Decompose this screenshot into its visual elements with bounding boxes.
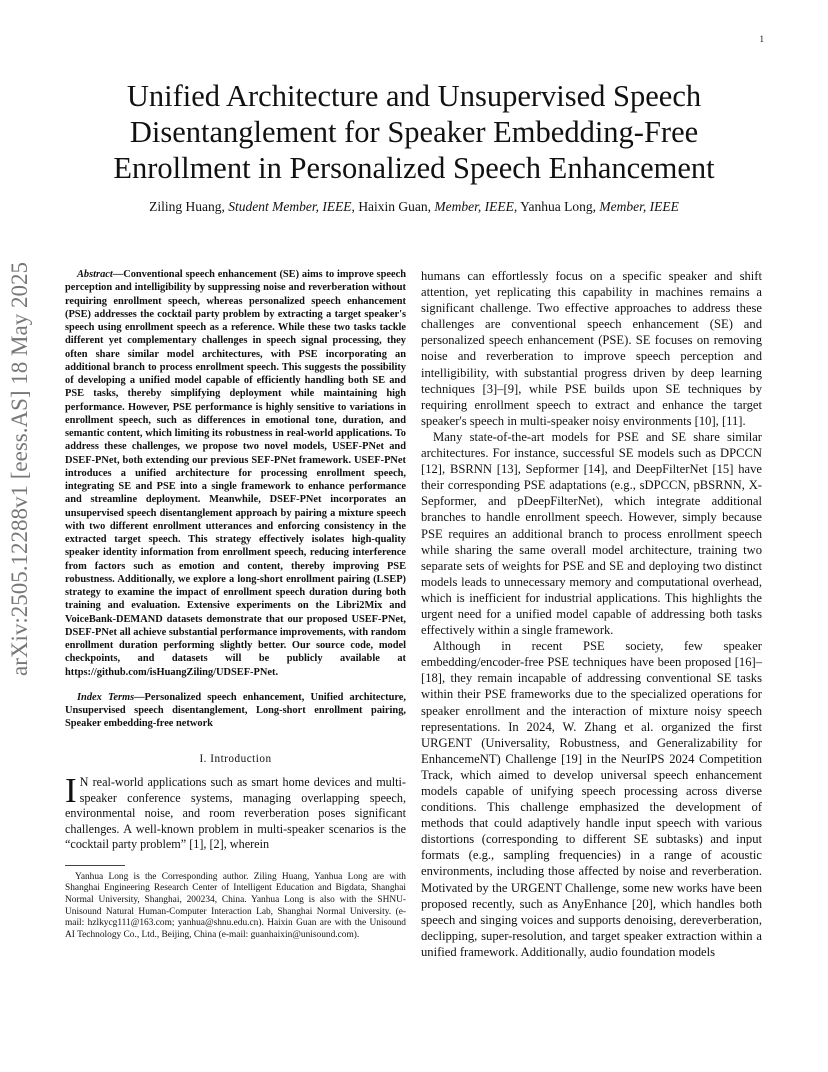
left-column	[65, 268, 406, 941]
intro-paragraph	[65, 770, 406, 853]
body-paragraph-3: Although in recent PSE society, few speaker embedding/encoder-free PSE techniques have been proposed [16]–[18], they remain incapable of addressing conventional SE tasks within their PSE frameworks due to the specialized operations for speaker enrollment and the interaction of mixture noisy speech representations. In 2024, W. Zhang et al. organized the first URGENT (Universality, Robustness, and Generalizability for EnhancemeNT) Challenge [19] in the NeurIPS 2024 Competition Track, which aimed to develop universal speech enhancement models capable of unifying speech processing across diverse conditions. This challenge emphasized the development of methods that could adaptively handle input speech with various distortions (corresponding to different SE subtasks) and input formats (e.g., sampling frequencies) in a range of acoustic environments, including those affected by noise and reverberation. Motivated by the URGENT Challenge, some new works have been proposed recently, such as AnyEnhance [20], which handles both speech and singing voices and supports denoising, dereverberation, declipping, super-resolution, and target speaker extraction within a unified framework. Additionally, audio foundation models	[421, 639, 762, 959]
intro-text: N real-world applications such as smart home devices and multi-speaker conference systems, managing overlapping speech, environmental noise, and room reverberation poses significant challenges. A well-known problem in multi-speaker scenarios is the “cocktail party problem” [1], [2], wherein	[65, 774, 406, 852]
page-number: 1	[759, 34, 764, 44]
footnote: Yanhua Long is the Corresponding author. Ziling Huang, Yanhua Long are with Shanghai Engineering Research Center of Intelligent Education and Bigdata, Shanghai Normal University, Shanghai, 200234, China. Yanhua Long is also with the SHNU-Unisound Natural Human-Computer Interaction Lab, Shanghai Normal University. (e-mail: hzlkycg111@163.com; yanhua@shnu.edu.cn). Haixin Guan are with the Unisound AI Technology Co., Ltd., Beijing, China (e-mail: guanhaixin@unisound.com).	[65, 871, 406, 940]
author-line	[40, 198, 788, 216]
author-2-name: Haixin Guan,	[358, 199, 432, 214]
body-paragraph-1: humans can effortlessly focus on a specific speaker and shift attention, yet replicating this capability in machines remains a significant challenge. Two effective approaches to address these challenges are conventional speech enhancement (SE) and personalized speech enhancement (PSE). SE focuses on removing noise and reverberation to improve speech perception and intelligibility, with substantial progress driven by deep learning techniques [3]–[9], while PSE builds upon SE techniques by requiring enrollment speech to extract and enhance the target speaker's speech in multi-speaker noisy environments [10], [11].	[421, 269, 762, 428]
index-terms-label: Index Terms	[77, 691, 135, 703]
index-terms	[65, 691, 406, 731]
paper-title: Unified Architecture and Unsupervised Speech Disentanglement for Speaker Embedding-Free Enrollment in Personalized Speech Enhancement	[113, 79, 715, 185]
abstract-text: —Conventional speech enhancement (SE) aims to improve speech perception and intelligibility by suppressing noise and reverberation without requiring enrollment speech, whereas personalized speech enhancement (PSE) addresses the cocktail party problem by extracting a target speaker's speech using enrollment speech as a reference. While these two tasks tackle different yet complementary challenges in speech signal processing, they often share similar model architectures, with PSE incorporating an additional branch to process enrollment speech. This suggests the possibility of developing a unified model capable of efficiently handling both SE and PSE tasks, thereby simplifying deployment while maintaining high performance. However, PSE performance is highly sensitive to variations in enrollment speech, such as differences in emotional tone, duration, and semantic content, which limiting its robustness in real-world applications. To address these challenges, we propose two novel models, USEF-PNet and DSEF-PNet, both extending our previous SEF-PNet framework. USEF-PNet introduces a unified architecture for processing enrollment speech, integrating SE and PSE into a single framework to enhance performance and streamline deployment. Meanwhile, DSEF-PNet incorporates an unsupervised speech disentanglement approach by pairing a mixture speech with two different enrollment utterances and enforcing consistency in the extracted target speech. This strategy effectively isolates high-quality speaker identity information from enrollment speech, reducing interference from factors such as emotion and content, thereby improving PSE robustness. Additionally, we explore a long-short enrollment pairing (LSEP) strategy to examine the impact of enrollment speech duration during both training and evaluation. Extensive experiments on the Libri2Mix and VoiceBank-DEMAND datasets demonstrate that our proposed USEF-PNet, DSEF-PNet all achieve substantial performance improvements, with random enrollment duration performing slightly better. Our source code, model checkpoints, and datasets will be publicly available at https://github.com/isHuangZiling/UDSEF-PNet.	[65, 269, 406, 678]
drop-cap: I	[65, 770, 77, 810]
arxiv-identifier-stamp: arXiv:2505.12288v1 [eess.AS] 18 May 2025	[7, 262, 32, 676]
body-paragraph-2: Many state-of-the-art models for PSE and SE share similar architectures. For instance, successful SE models such as DPCCN [12], BSRNN [13], Sepformer [14], and DeepFilterNet [15] have their corresponding PSE adaptations (e.g., sDPCCN, pBSRNN, X-Sepformer, and pDeepFilterNet), which integrate additional branches to handle enrollment speech. However, simply because PSE requires an additional branch to process enrollment speech while sharing the same overall model architecture, training two separate sets of weights for PSE and SE and deploying two distinct models leads to unnecessary memory and computational overhead, which is inefficient for industrial applications. This highlights the urgent need for a unified model capable of addressing both tasks effectively within a single framework.	[421, 429, 762, 638]
index-terms-text: —Personalized speech enhancement, Unified architecture, Unsupervised speech disentanglement, Long-short enrollment pairing, Speaker embedding-free network	[65, 691, 406, 730]
author-1-affiliation: Student Member, IEEE,	[228, 199, 355, 214]
footnote-divider	[65, 865, 125, 866]
author-2-affiliation: Member, IEEE,	[434, 199, 518, 214]
right-column	[421, 268, 762, 960]
author-1-name: Ziling Huang,	[149, 199, 225, 214]
author-3-affiliation: Member, IEEE	[599, 199, 679, 214]
section-heading-introduction: I. Introduction	[199, 752, 272, 765]
abstract-label: Abstract	[77, 269, 113, 280]
author-3-name: Yanhua Long,	[520, 199, 597, 214]
abstract	[65, 268, 406, 679]
